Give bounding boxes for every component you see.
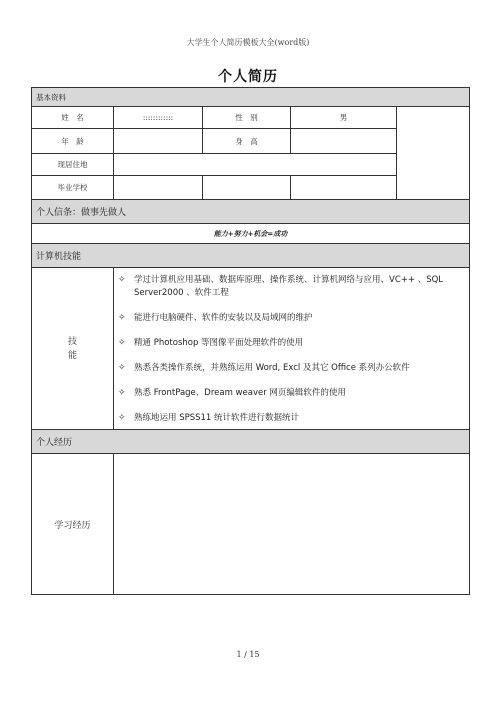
skills-list-cell: [114, 268, 470, 430]
section-motto: 个人信条：做事先做人: [32, 200, 470, 224]
residence-label: 现居住地: [32, 154, 114, 176]
skills-side-label-2: 能: [67, 350, 77, 361]
name-value[interactable]: ::::::::::::: [114, 107, 203, 129]
diamond-bullet-icon: ✧: [118, 338, 126, 348]
resume-table: [31, 87, 470, 595]
height-value[interactable]: [291, 129, 397, 154]
school-value-1[interactable]: [114, 176, 203, 200]
skill-item-text: 熟悉各类操作系统，并熟练运用 Word, Excl 及其它 Office 系列办公软件: [134, 363, 410, 373]
study-experience-label: 学习经历: [32, 454, 114, 595]
diamond-bullet-icon: ✧: [118, 313, 126, 323]
gender-value[interactable]: 男: [291, 107, 397, 129]
name-label: 姓 名: [32, 107, 114, 129]
study-experience-content[interactable]: [114, 454, 470, 595]
school-value-3[interactable]: [291, 176, 397, 200]
age-value[interactable]: [114, 129, 203, 154]
skill-item-text: 熟练地运用 SPSS11 统计软件进行数据统计: [134, 413, 300, 423]
gender-label: 性 别: [203, 107, 291, 129]
skills-side-label: [32, 268, 114, 430]
photo-cell[interactable]: [397, 107, 470, 200]
page-number: 1 / 15: [236, 650, 260, 659]
diamond-bullet-icon: ✧: [118, 388, 126, 398]
section-basic-info: 基本资料: [32, 88, 470, 107]
diamond-bullet-icon: ✧: [118, 413, 126, 423]
skill-item-text: 熟悉 FrontPage、Dream weaver 网页编辑软件的使用: [134, 388, 346, 398]
skill-item: [118, 387, 463, 400]
document-title: 个人简历: [218, 69, 278, 85]
page-header: 大学生个人简历模板大全(word版): [186, 38, 310, 47]
section-computer-skills: 计算机技能: [32, 244, 470, 268]
diamond-bullet-icon: ✧: [118, 363, 126, 373]
skill-item-text: 能进行电脑硬件、软件的安装以及局域网的维护: [134, 313, 313, 323]
school-value-2[interactable]: [203, 176, 291, 200]
age-label: 年 龄: [32, 129, 114, 154]
skill-item-text: 精通 Photoshop 等图像平面处理软件的使用: [134, 338, 304, 348]
diamond-bullet-icon: ✧: [118, 275, 126, 285]
skill-item: [118, 337, 463, 350]
skill-item: [118, 362, 463, 375]
school-label: 毕业学校: [32, 176, 114, 200]
section-personal-experience: 个人经历: [32, 430, 470, 454]
motto-text: 能力+努力+机会=成功: [32, 224, 470, 244]
height-label: 身 高: [203, 129, 291, 154]
skill-item: [118, 274, 463, 300]
skills-side-label-1: 技: [67, 336, 77, 347]
skills-list: [118, 268, 465, 429]
skill-item: [118, 312, 463, 325]
residence-value[interactable]: [114, 154, 397, 176]
skill-item-text: 学过计算机应用基础、数据库原理、操作系统、计算机网络与应用、VC++ 、SQL Server2000 、软件工程: [134, 275, 444, 298]
skill-item: [118, 412, 463, 425]
